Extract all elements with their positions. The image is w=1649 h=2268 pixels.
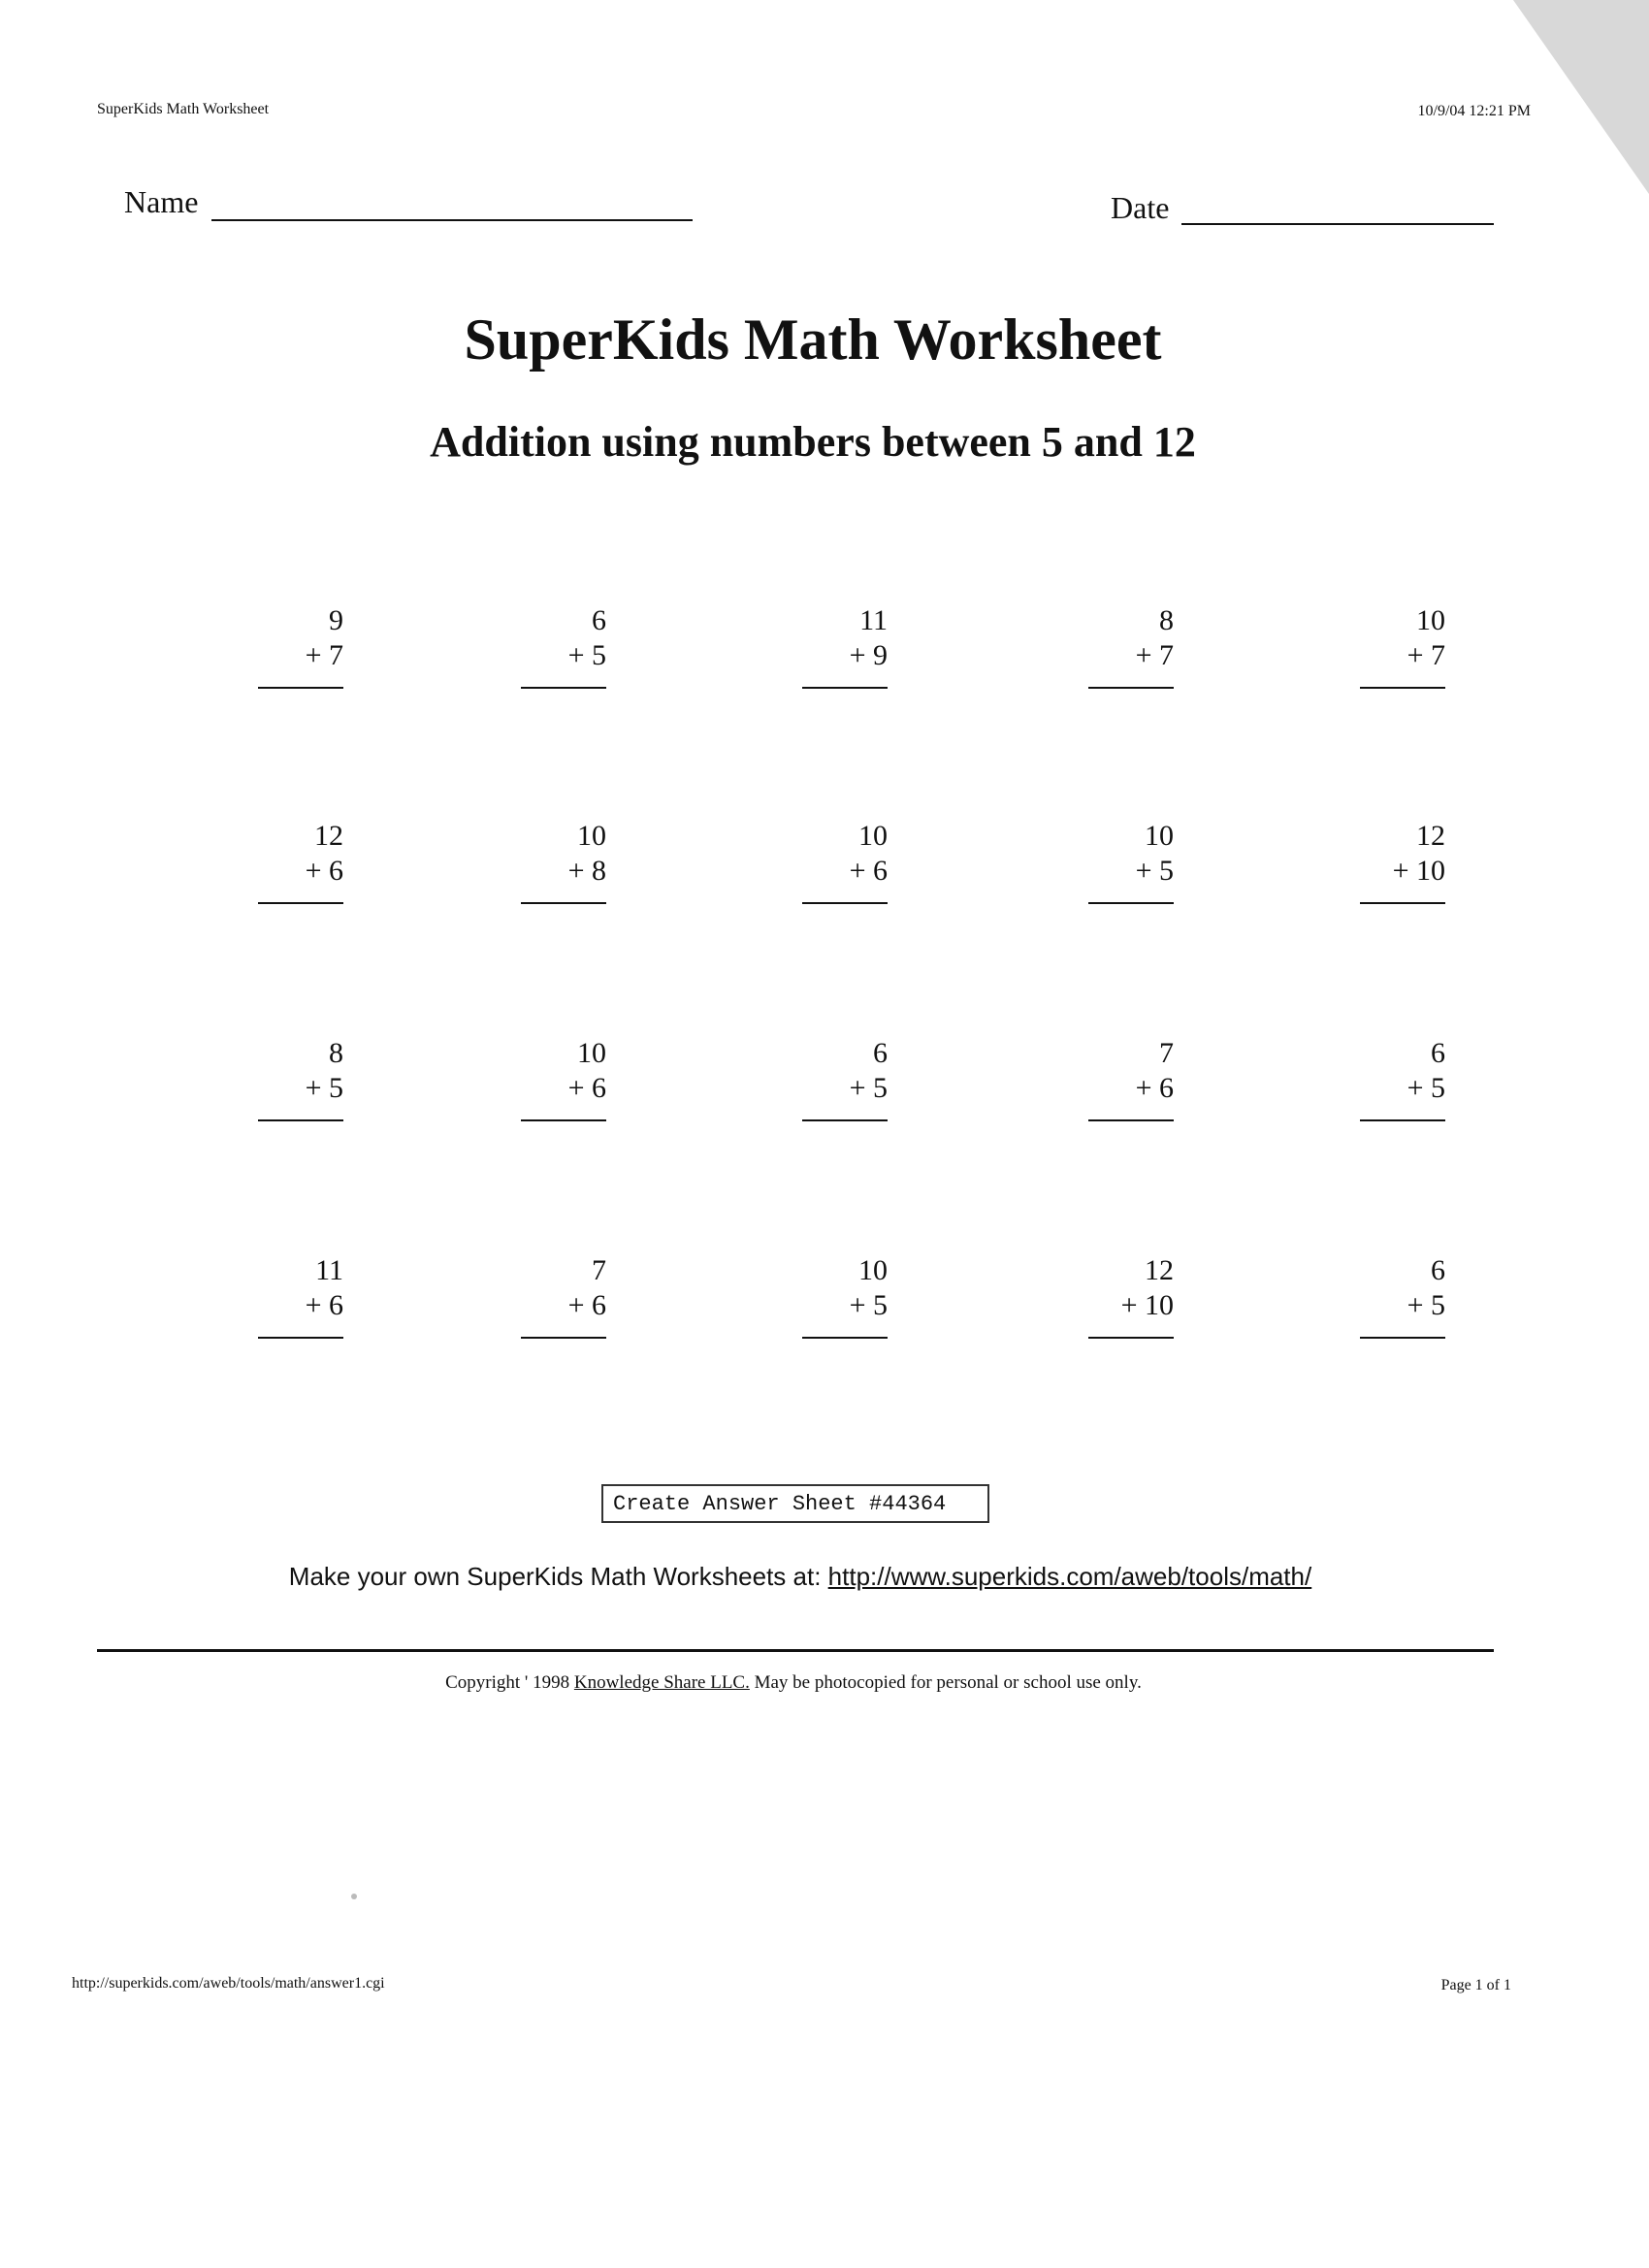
problem-top-number: 11 xyxy=(859,604,888,636)
worksheet-title: SuperKids Math Worksheet xyxy=(464,308,1162,372)
addition-problem xyxy=(1339,1253,1445,1339)
problem-top-number: 12 xyxy=(1145,1254,1174,1286)
problem-top-number: 11 xyxy=(315,1254,343,1286)
problem-bottom-number: + 5 xyxy=(1135,855,1174,887)
answer-line[interactable] xyxy=(258,1106,343,1121)
problem-bottom-number: + 5 xyxy=(305,1072,343,1104)
problem-bottom-number: + 7 xyxy=(1406,639,1445,671)
addition-problem xyxy=(781,819,888,904)
answer-line[interactable] xyxy=(1088,1106,1174,1121)
problem-top-number: 10 xyxy=(1416,604,1445,636)
footer-page-number: Page 1 of 1 xyxy=(1440,1977,1511,1993)
addition-problem xyxy=(781,1036,888,1121)
copyright-suffix: May be photocopied for personal or school use only. xyxy=(749,1672,1142,1693)
page-corner-fold xyxy=(1513,0,1649,194)
date-line xyxy=(1181,223,1494,225)
copyright-line xyxy=(0,1672,1587,1694)
make-your-own-text: Make your own SuperKids Math Worksheets at: xyxy=(288,1562,828,1591)
name-label: Name xyxy=(124,184,199,219)
addition-problem xyxy=(1067,603,1174,689)
problem-top-number: 10 xyxy=(1145,820,1174,852)
addition-problem xyxy=(781,603,888,689)
problem-bottom-number: + 6 xyxy=(305,855,343,887)
problem-bottom-number: + 8 xyxy=(567,855,606,887)
problem-bottom-number: + 6 xyxy=(567,1072,606,1104)
name-line xyxy=(211,219,693,221)
addition-problem xyxy=(1339,603,1445,689)
problem-bottom-number: + 9 xyxy=(849,639,888,671)
answer-line[interactable] xyxy=(802,1106,888,1121)
problem-bottom-number: + 10 xyxy=(1392,855,1445,887)
footer-url: http://superkids.com/aweb/tools/math/answer1.cgi xyxy=(72,1975,385,1992)
answer-line[interactable] xyxy=(1360,889,1445,904)
scan-speck xyxy=(351,1894,357,1899)
answer-line[interactable] xyxy=(521,889,606,904)
problem-bottom-number: + 10 xyxy=(1120,1289,1174,1321)
addition-problem xyxy=(237,1253,343,1339)
problem-top-number: 12 xyxy=(1416,820,1445,852)
addition-problem xyxy=(500,1253,606,1339)
problem-bottom-number: + 5 xyxy=(849,1289,888,1321)
problem-top-number: 6 xyxy=(873,1037,888,1069)
problem-bottom-number: + 6 xyxy=(567,1289,606,1321)
addition-problem xyxy=(1067,1036,1174,1121)
create-answer-sheet-button[interactable]: Create Answer Sheet #44364 xyxy=(601,1484,989,1523)
problem-top-number: 6 xyxy=(1431,1254,1445,1286)
addition-problem xyxy=(1067,1253,1174,1339)
answer-line[interactable] xyxy=(1088,673,1174,689)
answer-line[interactable] xyxy=(521,1323,606,1339)
divider-rule xyxy=(97,1649,1494,1652)
addition-problem xyxy=(237,1036,343,1121)
answer-line[interactable] xyxy=(802,889,888,904)
problem-top-number: 7 xyxy=(592,1254,606,1286)
knowledge-share-link[interactable]: Knowledge Share LLC. xyxy=(573,1672,750,1693)
problem-bottom-number: + 6 xyxy=(1135,1072,1174,1104)
make-your-own-line xyxy=(0,1562,1600,1592)
answer-line[interactable] xyxy=(1088,1323,1174,1339)
problem-top-number: 12 xyxy=(314,820,343,852)
problem-top-number: 9 xyxy=(329,604,343,636)
problem-bottom-number: + 6 xyxy=(849,855,888,887)
addition-problem xyxy=(237,819,343,904)
answer-line[interactable] xyxy=(802,673,888,689)
worksheet-subtitle: Addition using numbers between 5 and 12 xyxy=(430,418,1196,466)
problem-bottom-number: + 5 xyxy=(1406,1072,1445,1104)
addition-problem xyxy=(1339,1036,1445,1121)
answer-line[interactable] xyxy=(1360,1323,1445,1339)
problem-bottom-number: + 5 xyxy=(1406,1289,1445,1321)
problem-top-number: 10 xyxy=(577,820,606,852)
addition-problem xyxy=(500,819,606,904)
addition-problem xyxy=(500,1036,606,1121)
header-timestamp: 10/9/04 12:21 PM xyxy=(1417,103,1531,119)
answer-line[interactable] xyxy=(258,889,343,904)
answer-line[interactable] xyxy=(1360,673,1445,689)
answer-line[interactable] xyxy=(1088,889,1174,904)
answer-line[interactable] xyxy=(1360,1106,1445,1121)
addition-problem xyxy=(500,603,606,689)
problem-top-number: 10 xyxy=(858,1254,888,1286)
addition-problem xyxy=(237,603,343,689)
answer-line[interactable] xyxy=(802,1323,888,1339)
date-label: Date xyxy=(1111,190,1170,225)
problem-bottom-number: + 7 xyxy=(1135,639,1174,671)
problem-top-number: 7 xyxy=(1159,1037,1174,1069)
problem-bottom-number: + 6 xyxy=(305,1289,343,1321)
answer-line[interactable] xyxy=(258,1323,343,1339)
answer-line[interactable] xyxy=(521,1106,606,1121)
problem-top-number: 10 xyxy=(858,820,888,852)
header-title: SuperKids Math Worksheet xyxy=(97,101,270,117)
problem-bottom-number: + 5 xyxy=(849,1072,888,1104)
addition-problem xyxy=(781,1253,888,1339)
problem-top-number: 6 xyxy=(592,604,606,636)
answer-line[interactable] xyxy=(521,673,606,689)
problem-bottom-number: + 5 xyxy=(567,639,606,671)
problem-top-number: 10 xyxy=(577,1037,606,1069)
problem-top-number: 8 xyxy=(1159,604,1174,636)
problem-top-number: 6 xyxy=(1431,1037,1445,1069)
problem-top-number: 8 xyxy=(329,1037,343,1069)
superkids-link[interactable]: http://www.superkids.com/aweb/tools/math/ xyxy=(827,1562,1312,1591)
problem-bottom-number: + 7 xyxy=(305,639,343,671)
answer-line[interactable] xyxy=(258,673,343,689)
copyright-prefix: Copyright ' 1998 xyxy=(445,1672,574,1693)
addition-problem xyxy=(1339,819,1445,904)
addition-problem xyxy=(1067,819,1174,904)
